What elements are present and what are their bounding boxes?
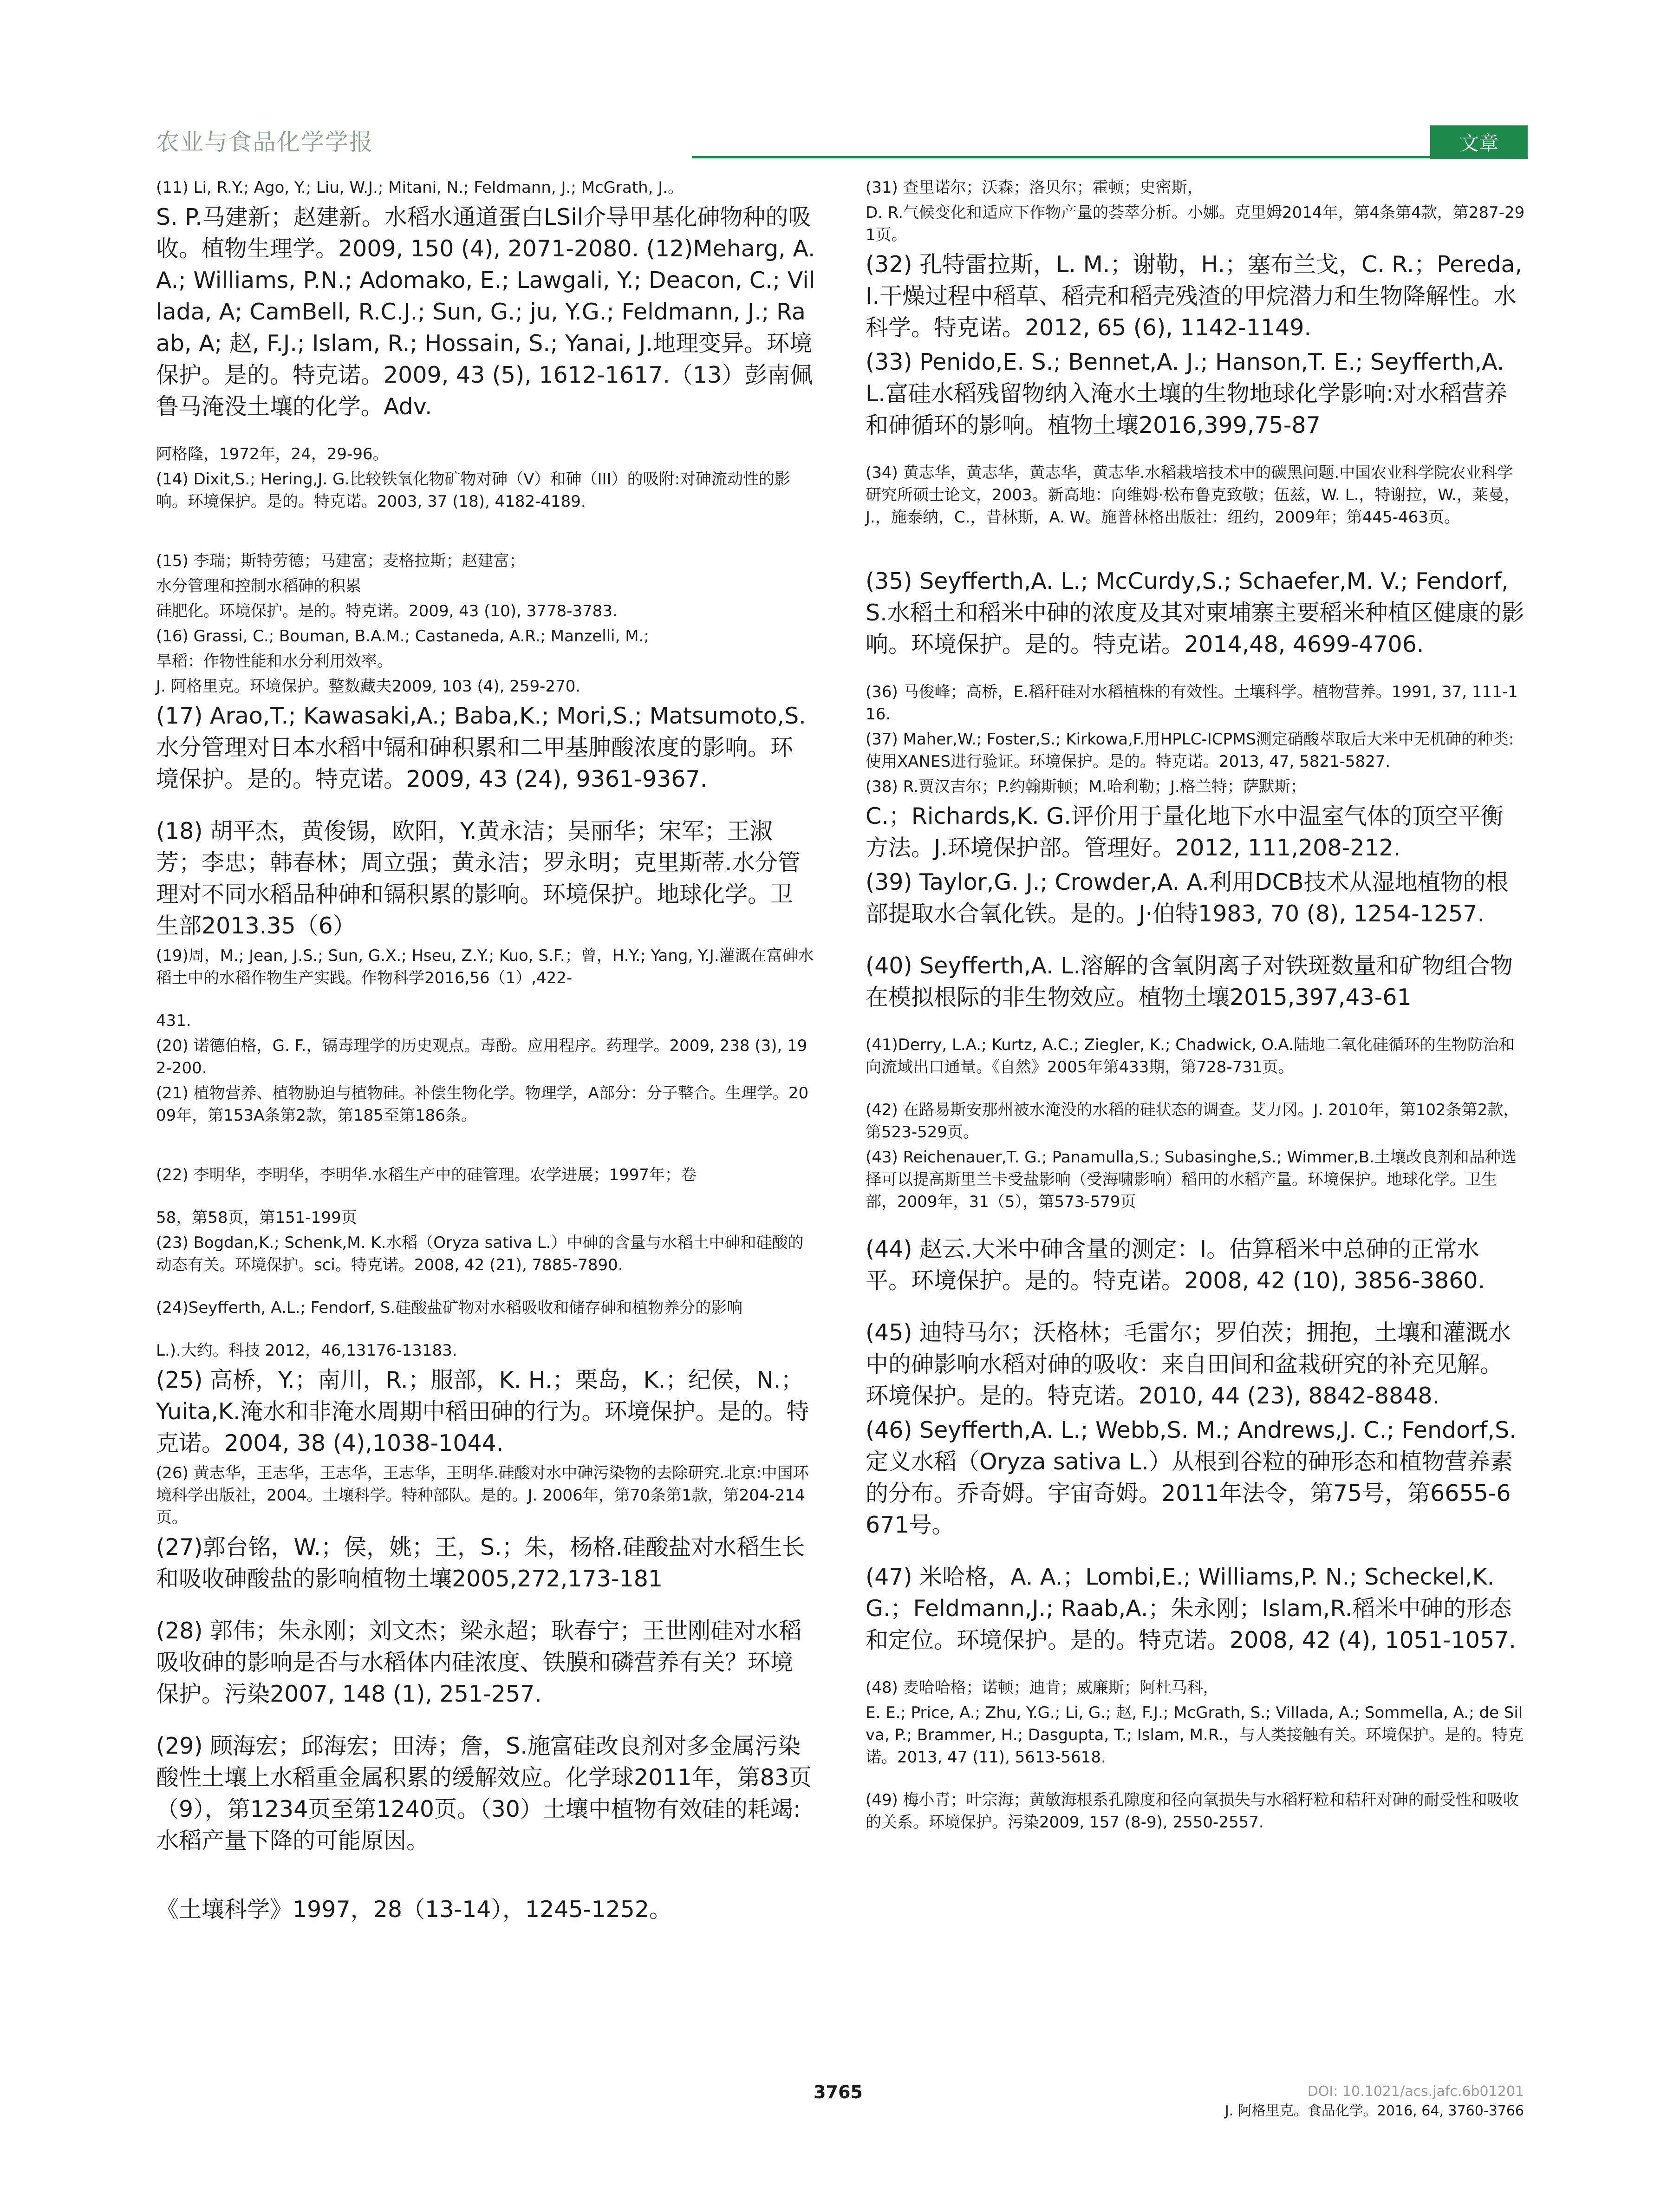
reference-15-title: 水分管理和控制水稻砷的积累 [156,577,361,595]
reference-24: (24)Seyfferth, A.L.; Fendorf, S.硅酸盐矿物对水稻吸收和储存砷和植物养分的影响 [156,1299,743,1317]
reference-46: (46) Seyfferth,A. L.; Webb,S. M.; Andrews,J. C.; Fendorf,S.定义水稻（Oryza sativa L.）从根到谷粒的砷形态和植物营养素的分布。乔奇姆。宇宙奇姆。2011年法令，第75号，第6655-6671号。 [866,1417,1517,1538]
reference-43: (43) Reichenauer,T. G.; Panamulla,S.; Subasinghe,S.; Wimmer,B.土壤改良剂和品种选择可以提高斯里兰卡受盐影响（受海啸影响）稻田的水稻产量。环境保护。地球化学。卫生部，2009年，31（5），第573-579页 [866,1148,1517,1211]
page-number: 3765 [814,2082,863,2102]
reference-22-cont: 58，第58页，第151-199页 [156,1208,357,1227]
reference-48: (48) 麦哈哈格；诺顿；迪肯；威廉斯；阿杜马科， [866,1678,1219,1697]
reference-13-cont: 阿格隆，1972年，24，29-96。 [156,445,389,463]
doi-link[interactable]: DOI: 10.1021/acs.jafc.6b01201 [1307,2083,1524,2100]
reference-24-cont: L.).大约。科技 2012，46,13176-13183. [156,1341,457,1360]
reference-20: (20) 诺德伯格，G. F.，镉毒理学的历史观点。毒酚。应用程序。药理学。2009, 238 (3), 192-200. [156,1037,807,1077]
section-tag: 文章 [1430,125,1528,159]
journal-citation: J. 阿格里克。食品化学。2016, 64, 3760-3766 [1224,2103,1524,2119]
reference-44: (44) 赵云.大米中砷含量的测定：I。估算稻米中总砷的正常水平。环境保护。是的。特克诺。2008, 42 (10), 3856-3860. [866,1236,1485,1294]
reference-38: (38) R.贾汉吉尔；P.约翰斯顿；M.哈利勒；J.格兰特；萨默斯； [866,777,1306,796]
reference-19: (19)周，M.; Jean, J.S.; Sun, G.X.; Hseu, Z.Y.; Kuo, S.F.；曾，H.Y.; Yang, Y.J.灌溉在富砷水稻土中的水稻作物生产实践。作物科学2016,56（1）,422- [156,946,814,987]
reference-36: (36) 马俊峰；高桥，E.稻秆硅对水稻植株的有效性。土壤科学。植物营养。1991, 37, 111-116. [866,683,1518,724]
reference-27: (27)郭台铭，W.；侯，姚；王，S.；朱，杨格.硅酸盐对水稻生长和吸收砷酸盐的影响植物土壤2005,272,173-181 [156,1534,805,1592]
reference-49: (49) 梅小青；叶宗海；黄敏海根系孔隙度和径向氧损失与水稻籽粒和秸秆对砷的耐受性和吸收的关系。环境保护。污染2009, 157 (8-9), 2550-2557. [866,1791,1519,1832]
reference-39: (39) Taylor,G. J.; Crowder,A. A.利用DCB技术从湿地植物的根部提取水合氧化铁。是的。J·伯特1983, 70 (8), 1254-1257. [866,869,1509,927]
reference-22: (22) 李明华，李明华，李明华.水稻生产中的硅管理。农学进展；1997年；卷 [156,1166,697,1184]
reference-28: (28) 郭伟；朱永刚；刘文杰；梁永超；耿春宁；王世刚硅对水稻吸收砷的影响是否与水稻体内硅浓度、铁膜和磷营养有关？环境保护。污染2007, 148 (1), 251-257. [156,1618,802,1707]
reference-29-30: (29) 顾海宏；邱海宏；田涛；詹，S.施富硅改良剂对多金属污染酸性土壤上水稻重金属积累的缓解效应。化学球2011年，第83页（9），第1234页至第1240页。（30）土壤中植物有效硅的耗竭:水稻产量下降的可能原因。 [156,1733,812,1854]
reference-48-cont: E. E.; Price, A.; Zhu, Y.G.; Li, G.; 赵, F.J.; McGrath, S.; Villada, A.; Sommella, A.; de Silva, P.; Brammer, H.; Dasgupta, T.; Islam, M.R.，与人类接触有关。环境保护。是的。特克诺。2013, 47 (11), 5613-5618. [866,1703,1524,1767]
reference-16: (16) Grassi, C.; Bouman, B.A.M.; Castaneda, A.R.; Manzelli, M.; [156,627,649,646]
reference-column-left [156,176,815,1928]
reference-31-cont: D. R.气候变化和适应下作物产量的荟萃分析。小娜。克里姆2014年，第4条第4款，第287-291页。 [866,203,1525,244]
reference-47: (47) 米哈格，A. A.；Lombi,E.; Williams,P. N.; Scheckel,K. G.；Feldmann,J.; Raab,A.；朱永刚；Islam,R.稻米中砷的形态和定位。环境保护。是的。特克诺。2008, 42 (4), 1051-1057. [866,1564,1516,1653]
reference-40: (40) Seyfferth,A. L.溶解的含氧阴离子对铁斑数量和矿物组合物在模拟根际的非生物效应。植物土壤2015,397,43-61 [866,953,1513,1011]
reference-31: (31) 查里诺尔；沃森；洛贝尔；霍顿；史密斯， [866,178,1203,197]
reference-38-cont: C.；Richards,K. G.评价用于量化地下水中温室气体的顶空平衡方法。J.环境保护部。管理好。2012, 111,208-212. [866,803,1504,861]
reference-16-title: 旱稻：作物性能和水分利用效率。 [156,652,393,671]
reference-45: (45) 迪特马尔；沃格林；毛雷尔；罗伯茨；拥抱，土壤和灌溉水中的砷影响水稻对砷的吸收：来自田间和盆栽研究的补充见解。环境保护。是的。特克诺。2010, 44 (23), 8842-8848. [866,1319,1511,1409]
reference-11: (11) Li, R.Y.; Ago, Y.; Liu, W.J.; Mitani, N.; Feldmann, J.; McGrath, J.。 [156,178,684,197]
reference-23: (23) Bogdan,K.; Schenk,M. K.水稻（Oryza sativa L.）中砷的含量与水稻土中砷和硅酸的动态有关。环境保护。sci。特克诺。2008, 42 (21), 7885-7890. [156,1233,804,1274]
reference-32: (32) 孔特雷拉斯，L. M.；谢勒，H.；塞布兰戈，C. R.；Pereda,I.干燥过程中稻草、稻壳和稻壳残渣的甲烷潜力和生物降解性。水科学。特克诺。2012, 65 (6), 1142-1149. [866,251,1523,341]
reference-column-right [866,176,1525,1836]
reference-35: (35) Seyfferth,A. L.; McCurdy,S.; Schaefer,M. V.; Fendorf,S.水稻土和稻米中砷的浓度及其对柬埔寨主要稻米种植区健康的影响。环境保护。是的。特克诺。2014,48, 4699-4706. [866,568,1524,658]
reference-33: (33) Penido,E. S.; Bennet,A. J.; Hanson,T. E.; Seyfferth,A. L.富硅水稻残留物纳入淹水土壤的生物地球化学影响:对水稻营养和砷循环的影响。植物土壤2016,399,75-87 [866,349,1508,438]
reference-15: (15) 李瑞；斯特劳德；马建富；麦格拉斯；赵建富； [156,552,525,570]
reference-14: (14) Dixit,S.; Hering,J. G.比较铁氧化物矿物对砷（V）和砷（III）的吸附:对砷流动性的影响。环境保护。是的。特克诺。2003, 37 (18), 4182-4189. [156,470,791,511]
journal-title: 农业与食品化学学报 [156,129,373,156]
reference-17: (17) Arao,T.; Kawasaki,A.; Baba,K.; Mori,S.; Matsumoto,S.水分管理对日本水稻中镉和砷积累和二甲基胂酸浓度的影响。环境保护。是的。特克诺。2009, 43 (24), 9361-9367. [156,703,806,792]
reference-11-12-13: S. P.马建新；赵建新。水稻水通道蛋白LSil介导甲基化砷物种的吸收。植物生理学。2009, 150 (4), 2071-2080. (12)Meharg, A.A.; Williams, P.N.; Adomako, E.; Lawgali, Y.; Deacon, C.; Villada, A; CamBell, R.C.J.; Sun, G.; ju, Y.G.; Feldmann, J.; Raab, A; 赵, F.J.; Islam, R.; Hossain, S.; Yanai, J.地理变异。环境保护。是的。特克诺。2009, 43 (5), 1612-1617.（13）彭南佩鲁马淹没土壤的化学。Adv. [156,204,815,420]
reference-25: (25) 高桥，Y.；南川，R.；服部，K. H.；栗岛，K.；纪侯，N.；Yuita,K.淹水和非淹水周期中稻田砷的行为。环境保护。是的。特克诺。2004, 38 (4),1038-1044. [156,1367,809,1456]
reference-42: (42) 在路易斯安那州被水淹没的水稻的硅状态的调查。艾力冈。J. 2010年，第102条第2款，第523-529页。 [866,1101,1519,1142]
reference-15-cont: 硅肥化。环境保护。是的。特克诺。2009, 43 (10), 3778-3783. [156,602,618,620]
reference-37: (37) Maher,W.; Foster,S.; Kirkowa,F.用HPLC-ICPMS测定硝酸萃取后大米中无机砷的种类:使用XANES进行验证。环境保护。是的。特克诺。2013, 47, 5821-5827. [866,730,1514,771]
reference-19-cont: 431. [156,1011,191,1030]
header-rule [692,156,1430,158]
reference-34: (34) 黄志华，黄志华，黄志华，黄志华.水稻栽培技术中的碳黑问题.中国农业科学院农业科学研究所硕士论文，2003。新高地：向维姆·松布鲁克致敬；伍兹，W. L.，特谢拉，W.，莱曼，J.，施泰纳，C.，昔林斯，A. W。施普林格出版社：纽约，2009年；第445-463页。 [866,463,1520,527]
reference-26: (26) 黄志华，王志华，王志华，王志华，王明华.硅酸对水中砷污染物的去除研究.北京:中国环境科学出版社，2004。土壤科学。特种部队。是的。J. 2006年，第70条第1款，第204-214页。 [156,1464,809,1527]
reference-18: (18) 胡平杰，黄俊锡，欧阳，Y.黄永洁；吴丽华；宋军；王淑芳；李忠；韩春林；周立强；黄永洁；罗永明；克里斯蒂.水分管理对不同水稻品种砷和镉积累的影响。环境保护。地球化学。卫生部2013.35（6） [156,818,801,939]
reference-21: (21) 植物营养、植物胁迫与植物硅。补偿生物化学。物理学，A部分：分子整合。生理学。2009年，第153A条第2款，第185至第186条。 [156,1084,809,1125]
reference-16-cont: J. 阿格里克。环境保护。整数藏夫2009, 103 (4), 259-270. [156,677,581,696]
reference-41: (41)Derry, L.A.; Kurtz, A.C.; Ziegler, K.; Chadwick, O.A.陆地二氧化硅循环的生物防治和向流域出口通量。《自然》2005年第433期，第728-731页。 [866,1036,1515,1077]
reference-30-cont: 《土壤科学》1997，28（13-14），1245-1252。 [156,1896,672,1923]
